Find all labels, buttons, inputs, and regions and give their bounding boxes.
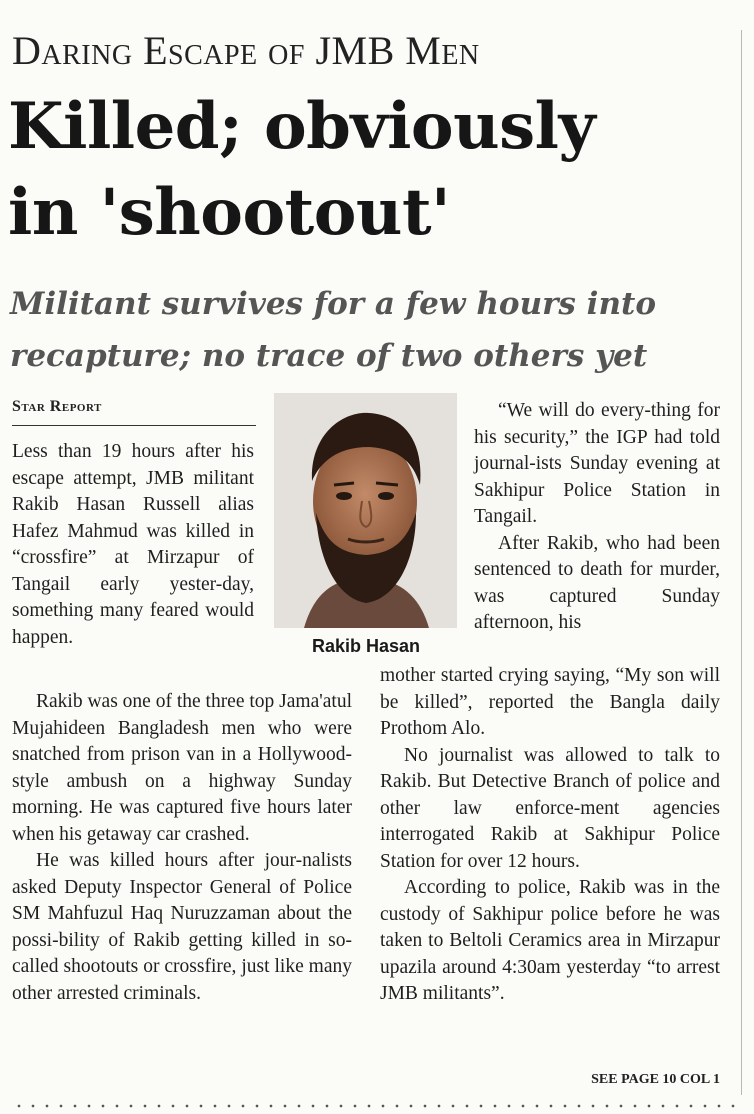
headline-line-1: Killed; obviously [8, 89, 596, 164]
deck-line-2: recapture; no trace of two others yet [10, 338, 648, 374]
paragraph: He was killed hours after jour-nalists asked Deputy Inspector General of Police SM Mahfuzul Haq Nuruzzaman about the possi-bility of Rakib getting killed in so-called shootouts or crossfire, just like many other arrested criminals. [12, 850, 352, 1004]
byline: Star Report [12, 398, 102, 415]
article-column-2 [474, 398, 720, 637]
paragraph: “We will do every-thing for his security,” the IGP had told journal-ists Sunday evening at Sakhipur Police Station in Tangail. [474, 400, 720, 527]
deck-line-1: Militant survives for a few hours into [10, 286, 656, 322]
paragraph: mother started crying saying, “My son will be killed”, reported the Bangla daily Prothom Alo. [380, 665, 720, 739]
paragraph: According to police, Rakib was in the custody of Sakhipur police before he was taken to Beltoli Ceramics area in Mirzapur upazila around 4:30am yesterday “to arrest JMB militants”. [380, 877, 720, 1004]
paragraph: Less than 19 hours after his escape attempt, JMB militant Rakib Hasan Russell alias Hafez Mahmud was killed in “crossfire” at Mirzapur of Tangail early yester-day, something many feared would happen. [12, 441, 254, 648]
kicker-headline: Daring Escape of JMB Men [12, 28, 480, 73]
dotted-cut-line [12, 1104, 738, 1108]
article-column-1 [12, 439, 254, 651]
continued-on-page: SEE PAGE 10 COL 1 [591, 1072, 720, 1087]
portrait-photo [274, 393, 457, 628]
deck-subheadline [10, 278, 740, 382]
paragraph: Rakib was one of the three top Jama'atul Mujahideen Bangladesh men who were snatched from prison van in a Hollywood-style ambush on a highway Sunday morning. He was captured five hours later when his getaway car crashed. [12, 691, 352, 845]
headline-line-2: in 'shootout' [8, 175, 451, 250]
article-column-2-continued [380, 663, 720, 1008]
photo-caption: Rakib Hasan [311, 636, 421, 656]
byline-rule [12, 425, 256, 426]
column-rule [741, 30, 742, 1095]
paragraph: After Rakib, who had been sentenced to death for murder, was captured Sunday afternoon, his [474, 532, 720, 633]
paragraph: No journalist was allowed to talk to Rakib. But Detective Branch of police and other law enforce-ment agencies interrogated Rakib at Sakhipur Police Station for over 12 hours. [380, 744, 720, 872]
article-column-1-continued [12, 689, 352, 1007]
main-headline [8, 84, 738, 256]
